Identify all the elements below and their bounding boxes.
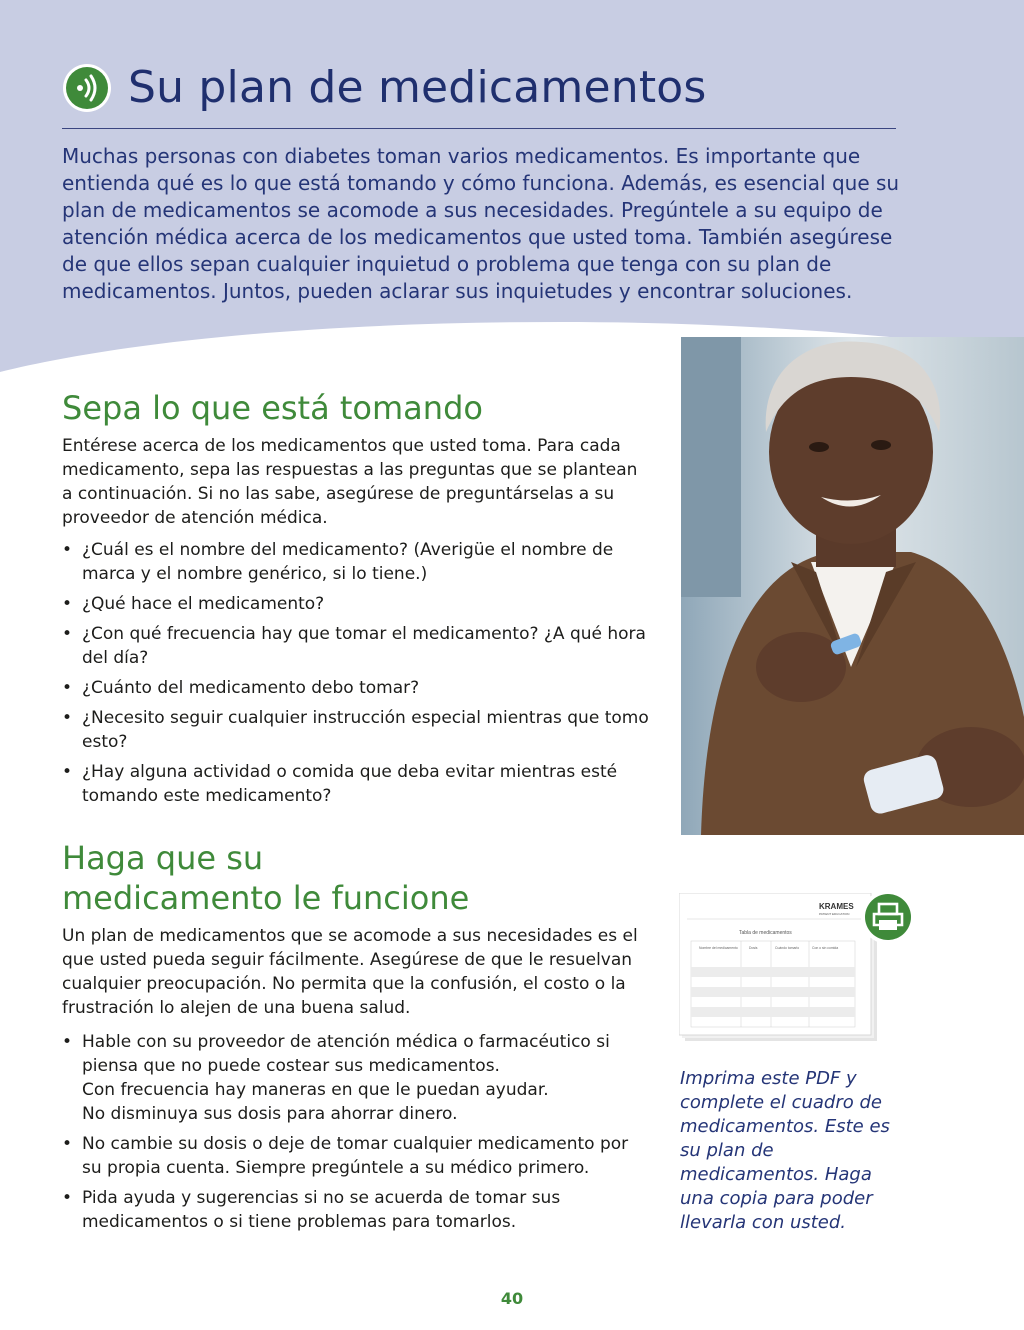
list-item-text: ¿Qué hace el medicamento?	[82, 594, 325, 614]
list-item	[62, 676, 652, 700]
section-heading: Haga que su medicamento le funcione	[62, 839, 470, 917]
tips-list	[62, 1030, 652, 1234]
section-make-medication-work	[62, 838, 652, 1240]
form-title: Tabla de medicamentos	[739, 930, 792, 936]
page-title: Su plan de medicamentos	[128, 62, 707, 113]
list-item-text: ¿Con qué frecuencia hay que tomar el medicamento? ¿A qué hora del día?	[82, 624, 646, 668]
list-item-text: ¿Hay alguna actividad o comida que deba evitar mientras esté tomando este medicamento?	[82, 762, 618, 806]
title-row	[62, 52, 707, 124]
form-col-dose: Dosis	[749, 946, 758, 950]
list-item	[62, 1186, 652, 1234]
bullet-icon: •	[62, 624, 73, 644]
title-divider	[62, 128, 896, 129]
page-number: 40	[500, 1289, 524, 1308]
list-item	[62, 592, 652, 616]
form-brand-sub: PATIENT EDUCATION	[819, 912, 850, 916]
bullet-icon: •	[62, 1188, 73, 1208]
section-know-your-medication	[62, 388, 652, 814]
list-item	[62, 706, 652, 754]
bullet-icon: •	[62, 1032, 73, 1052]
bullet-icon: •	[62, 594, 73, 614]
bullet-icon: •	[62, 762, 73, 782]
list-item	[62, 760, 652, 808]
bullet-icon: •	[62, 1134, 73, 1154]
print-caption: Imprima este PDF y complete el cuadro de medicamentos. Este es su plan de medicamentos. Haga una copia para poder llevarla con usted.	[680, 1068, 890, 1233]
list-item	[62, 1132, 652, 1180]
form-col-food: Con o sin comida	[812, 946, 839, 950]
form-col-name: Nombre del medicamento	[699, 946, 738, 950]
list-item-text: ¿Cuánto del medicamento debo tomar?	[82, 678, 420, 698]
printer-icon[interactable]	[860, 889, 916, 945]
section-heading: Sepa lo que está tomando	[62, 389, 483, 427]
form-col-when: Cuándo tomarlo	[775, 946, 800, 950]
bullet-icon: •	[62, 540, 73, 560]
list-item	[62, 622, 652, 670]
bullet-icon: •	[62, 678, 73, 698]
list-item-text: No cambie su dosis o deje de tomar cualquier medicamento por su propia cuenta. Siempre pregúntele a su médico primero.	[82, 1134, 629, 1178]
question-list	[62, 538, 652, 808]
list-item-text: ¿Necesito seguir cualquier instrucción especial mientras que tomo esto?	[82, 708, 649, 752]
medication-chart-thumbnail[interactable]	[679, 893, 879, 1043]
woman-with-pill-organizer-photo	[681, 337, 1024, 835]
intro-paragraph: Muchas personas con diabetes toman varios medicamentos. Es importante que entienda qué es lo que está tomando y cómo funciona. Además, es esencial que su plan de medicamentos se acomode a sus necesidades. Pregúntele a su equipo de atención médica acerca de los medicamentos que usted toma. También asegúrese de que ellos sepan cualquier inquietud o problema que tenga con su plan de medicamentos. Juntos, pueden aclarar sus inquietudes y encontrar soluciones.	[62, 144, 900, 303]
list-item	[62, 1030, 652, 1126]
list-item-text: ¿Cuál es el nombre del medicamento? (Averigüe el nombre de marca y el nombre genérico, si lo tiene.)	[82, 540, 614, 584]
section-body: Entérese acerca de los medicamentos que usted toma. Para cada medicamento, sepa las respuestas a las preguntas que se plantean a continuación. Si no las sabe, asegúrese de preguntárselas a su proveedor de atención médica.	[62, 436, 638, 528]
bullet-icon: •	[62, 708, 73, 728]
list-item-text: Hable con su proveedor de atención médica o farmacéutico si piensa que no puede costear sus medicamentos. Con frecuencia hay maneras en que le puedan ayudar. No disminuya sus dosis para ahorrar dinero.	[82, 1032, 610, 1124]
list-item	[62, 538, 652, 586]
audio-speaker-icon[interactable]	[62, 63, 112, 113]
form-brand: KRAMES	[819, 902, 854, 911]
list-item-text: Pida ayuda y sugerencias si no se acuerda de tomar sus medicamentos o si tiene problemas para tomarlos.	[82, 1188, 561, 1232]
section-body: Un plan de medicamentos que se acomode a sus necesidades es el que usted pueda seguir fácilmente. Asegúrese de que le resuelvan cualquier preocupación. No permita que la confusión, el costo o la frustración lo alejen de una buena salud.	[62, 926, 638, 1018]
